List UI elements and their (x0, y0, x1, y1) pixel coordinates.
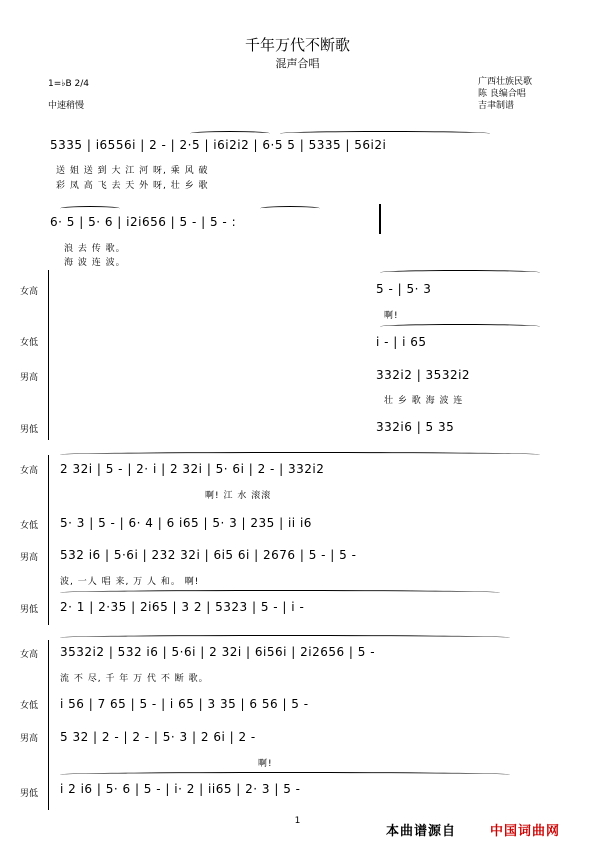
footer-site: 中国词曲网 (490, 824, 561, 839)
part-label-bass: 男低 (20, 789, 39, 799)
slur (60, 772, 510, 777)
credit-2: 陈 良编合唱 (478, 89, 526, 99)
system4-soprano-lyric: 啊! 江 水 滚滚 (205, 491, 272, 501)
system5-alto-notes: i 56 | 7 65 | 5 - | i 65 | 3 35 | 6 56 | 5 - (60, 697, 309, 711)
system5-tenor-notes: 5 32 | 2 - | 2 - | 5· 3 | 2 6i | 2 - (60, 730, 256, 744)
slur (60, 206, 120, 211)
slur (60, 590, 500, 595)
system5-soprano-notes: 3532i2 | 532 i6 | 5·6i | 2 32i | 6i56i | 2i2656 | 5 - (60, 645, 376, 659)
system1-lyric-2: 彩 凤 高 飞 去 天 外 呀, 壮 乡 歌 (56, 181, 209, 191)
tempo-marking: 中速稍慢 (48, 101, 85, 111)
repeat-barline (379, 204, 381, 234)
slur (60, 635, 510, 640)
system1-notes: 5335 | i6556i | 2 - | 2·5 | i6i2i2 | 6·5 5 | 5335 | 56i2i (50, 138, 387, 152)
system5-bass-notes: i 2 i6 | 5· 6 | 5 - | i· 2 | ii65 | 2· 3 | 5 - (60, 782, 301, 796)
part-label-tenor: 男高 (20, 553, 39, 563)
part-label-tenor: 男高 (20, 734, 39, 744)
credit-3: 吉聿制谱 (478, 101, 515, 111)
part-label-alto: 女低 (20, 521, 39, 531)
key-signature: 1=♭B 2/4 (48, 79, 90, 89)
system3-alto-notes: i - | i 65 (376, 335, 427, 349)
slur (260, 206, 320, 211)
system1-lyric-1: 送 姐 送 到 大 江 河 呀, 乘 风 破 (56, 166, 209, 176)
system2-lyric-1: 浪 去 传 歌。 (64, 244, 126, 254)
part-label-soprano: 女高 (20, 650, 39, 660)
part-label-tenor: 男高 (20, 373, 39, 383)
system3-tenor-lyric: 壮 乡 歌 海 波 连 (384, 396, 464, 406)
part-label-bass: 男低 (20, 605, 39, 615)
system5-soprano-lyric: 流 不 尽, 千 年 万 代 不 断 歌。 (60, 674, 209, 684)
system5-brace (48, 640, 49, 810)
system2-notes: 6· 5 | 5· 6 | i2i656 | 5 - | 5 - : (50, 215, 237, 229)
part-label-bass: 男低 (20, 425, 39, 435)
part-label-soprano: 女高 (20, 287, 39, 297)
slur (190, 131, 270, 136)
system3-tenor-notes: 332i2 | 3532i2 (376, 368, 471, 382)
system3-soprano-lyric: 啊! (384, 311, 399, 321)
system4-alto-notes: 5· 3 | 5 - | 6· 4 | 6 i65 | 5· 3 | 235 | ii i6 (60, 516, 312, 530)
slur (60, 452, 540, 457)
slur (380, 270, 540, 275)
part-label-soprano: 女高 (20, 466, 39, 476)
system3-bass-notes: 332i6 | 5 35 (376, 420, 455, 434)
system3-brace (48, 270, 49, 440)
system4-brace (48, 455, 49, 625)
system2-lyric-2: 海 波 连 波。 (64, 258, 126, 268)
system4-soprano-notes: 2 32i | 5 - | 2· i | 2 32i | 5· 6i | 2 - | 332i2 (60, 462, 325, 476)
system4-bass-notes: 2· 1 | 2·35 | 2i65 | 3 2 | 5323 | 5 - | i - (60, 600, 305, 614)
page-title: 千年万代不断歌 (244, 36, 350, 54)
credit-1: 广西壮族民歌 (478, 77, 533, 87)
system4-tenor-lyric: 波, 一人 唱 来, 万 人 和。 啊! (60, 577, 200, 587)
page-subtitle: 混声合唱 (275, 57, 320, 70)
part-label-alto: 女低 (20, 701, 39, 711)
slur (380, 324, 540, 329)
system3-soprano-notes: 5 - | 5· 3 (376, 282, 432, 296)
part-label-alto: 女低 (20, 338, 39, 348)
system4-tenor-notes: 532 i6 | 5·6i | 232 32i | 6i5 6i | 2676 | 5 - | 5 - (60, 548, 357, 562)
slur (280, 131, 490, 136)
footer-source: 本曲谱源自 (386, 824, 457, 839)
page-number: 1 (294, 816, 301, 826)
system5-tenor-lyric: 啊! (258, 759, 273, 769)
